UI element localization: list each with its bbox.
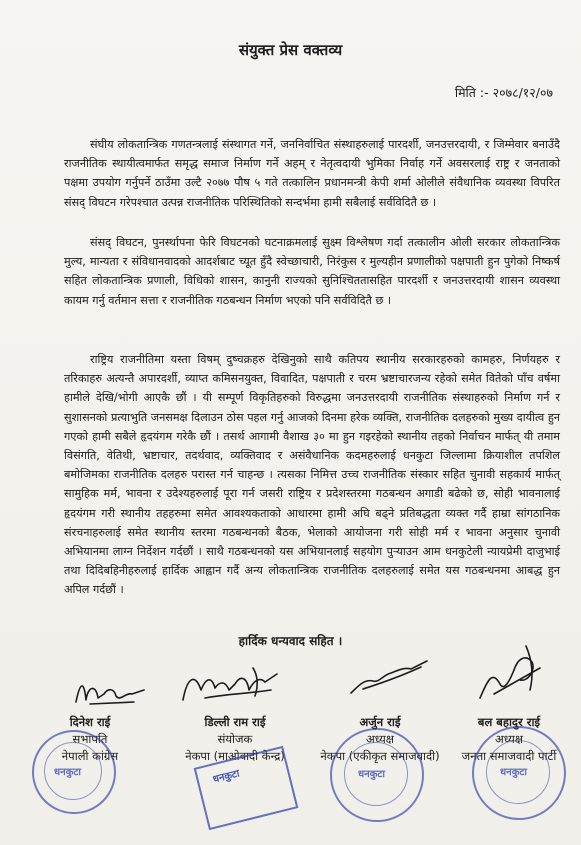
party-stamp-3 <box>330 728 424 822</box>
signatory-1-name: दिनेश राई <box>69 715 111 729</box>
stamp-4-text: धनकुटा <box>500 767 528 778</box>
stamp-3-text: धनकुटा <box>358 769 386 780</box>
signatory-2-role: संयोजक <box>217 732 253 746</box>
document-title: संयुक्त प्रेस वक्तव्य <box>238 41 343 59</box>
signature-4 <box>470 640 550 710</box>
party-stamp-4 <box>472 726 566 820</box>
paragraph-2: संसद् विघटन, पुनर्स्थापना फेरि विघटनको घटनाक्रमलाई सुक्ष्म विश्लेषण गर्दा तत्कालीन ओली सरकार लोकतान्त्रिक मुल्य, मान्यता र संविधानवादको आदर्शबाट च्यूत हुँदै स्वेच्छाचारी, निरंकुस र मुल्यहीन प्रणालीको पक्षपाती हुन पुगेको निष्कर्ष सहित लोकतान्त्रिक प्रणाली, विधिको शासन, कानुनी राज्यको सुनिश्चिततासहित पारदर्शी र जनउत्तरदायी शासन व्यवस्था कायम गर्नु वर्तमान सत्ता र राजनीतिक गठबन्धन निर्माण भएको पनि सर्वविदितै छ । <box>64 236 560 307</box>
signatory-3-org: नेकपा (एकीकृत समाजवादी) <box>320 749 440 763</box>
signatory-4-name: बल बहादुर राई <box>477 715 541 729</box>
signatory-3-role: अध्यक्ष <box>365 732 395 746</box>
signatory-4-org: जनता समाजवादी पार्टी <box>461 749 557 763</box>
paragraph-1: संघीय लोकतान्त्रिक गणतन्त्रलाई संस्थागत गर्ने, जननिर्वाचित संस्थाहरुलाई पारदर्शी, जनउत्तरदायी, र जिम्मेवार बनाउँदै राजनीतिक स्थायीत्वमार्फत समृद्ध समाज निर्माण गर्ने अहम् र नेतृत्वदायी भुमिका निर्वाह गर्ने अवसरलाई राष्ट्र र जनताको पक्षमा उपयोग गर्नुपर्ने ठाउँमा उल्टै २०७७ पौष ५ गते तत्कालिन प्रधानमन्त्री केपी शर्मा ओलीले संवैधानिक व्यवस्था विपरित संसद् विघटन गरेपश्चात उत्पन्न राजनीतिक परिस्थितिको सन्दर्भमा हामी सबैलाई सर्वविदितै छ । <box>64 138 560 209</box>
signatory-1-org: नेपाली कांग्रेस <box>61 749 119 763</box>
signature-2 <box>175 660 285 710</box>
signatory-1-role: सभापति <box>72 732 108 746</box>
paragraph-3: राष्ट्रिय राजनीतिमा यस्ता विषम् दुष्चक्रहरु देखिनुको साथै कतिपय स्थानीय सरकारहरुको कामहरु, निर्णयहरु र तरिकाहरु अत्यन्तै अपारदर्शी, व्याप्त कमिसनयुक्त, विवादित, पक्षपाती र चरम भ्रष्टाचारजन्य रहेको समेत वितेको पाँच वर्षमा हामीले देखि/भोगी आएकै छौं । यी सम्पूर्ण विकृतिहरुको विरुद्धमा जनउत्तरदायी राजनीतिक संस्थाहरुको निर्माण गर्न र सुशासनको प्रत्याभुति जनसमक्ष दिलाउन ठोस पहल गर्नु आजको दिनमा हरेक व्यक्ति, राजनीतिक दलहरुको मुख्य दायीत्व हुन गएको हामी सबैले हृदयंगम गरेकै छौं । तसर्थ आगामी वैशाख ३० मा हुन गइरहेको स्थानीय तहको निर्वाचन मार्फत् यी तमाम विसंगति, वेतिथी, भ्रष्टाचार, तदर्थवाद, व्यक्तिवाद र असंवैधानिक कदमहरुलाई धनकुटा जिल्लामा क्रियाशील तपशिल बमोजिमका राजनीतिक दलहरु परास्त गर्न चाहन्छ । त्यसका निमित्त उच्च राजनीतिक संस्कार सहित चुनावी सहकार्य मार्फत् सामुहिक मर्म, भावना र उदेश्यहरुलाई पूरा गर्न जसरी राष्ट्रिय र प्रदेशस्तरमा गठबन्धन अगाडी बढेको छ, सोही भावनालाई हृदयंगम गरी स्थानीय तहहरुमा समेत आवश्यकताको आधारमा हामी अघि बढ्ने प्रतिबद्धता व्यक्त गर्दै हाम्रा सांगठानिक संरचनाहरुलाई समेत स्थानीय स्तरमा गठबन्धनको बैठक, भेलाको आयोजना गरी सोही मर्म र भावना अनुसार चुनावी अभियानमा लाग्न निर्देशन गर्दछौं । साथै गठबन्धनको यस अभियानलाई सहयोग पुऱ्याउन आम धनकुटेली न्यायप्रेमी दाजुभाई तथा दिदिबहिनीहरुलाई हार्दिक आह्वान गर्दै अन्य लोकतान्त्रिक राजनीतिक दलहरुलाई समेत यस गठबन्धनमा आबद्ध हुन अपिल गर्दछौं । <box>64 353 560 597</box>
stamp-1-text: धनकुटा <box>54 767 82 778</box>
party-stamp-1 <box>32 730 116 814</box>
signatory-2-name: डिल्ली राम राई <box>204 715 266 729</box>
signature-1 <box>70 672 150 712</box>
signatory-4-role: अध्यक्ष <box>494 732 524 746</box>
signatory-3-name: अर्जुन राई <box>359 715 401 729</box>
closing-line: हार्दिक धन्यवाद सहित । <box>238 634 343 648</box>
stamp-2-text: धनकुटा <box>211 768 241 786</box>
signatory-2-org: नेकपा (माओवादी केन्द्र) <box>185 749 285 763</box>
document-date: मिति :- २०७८/१२/०७ <box>454 85 553 100</box>
signature-3 <box>345 655 435 700</box>
